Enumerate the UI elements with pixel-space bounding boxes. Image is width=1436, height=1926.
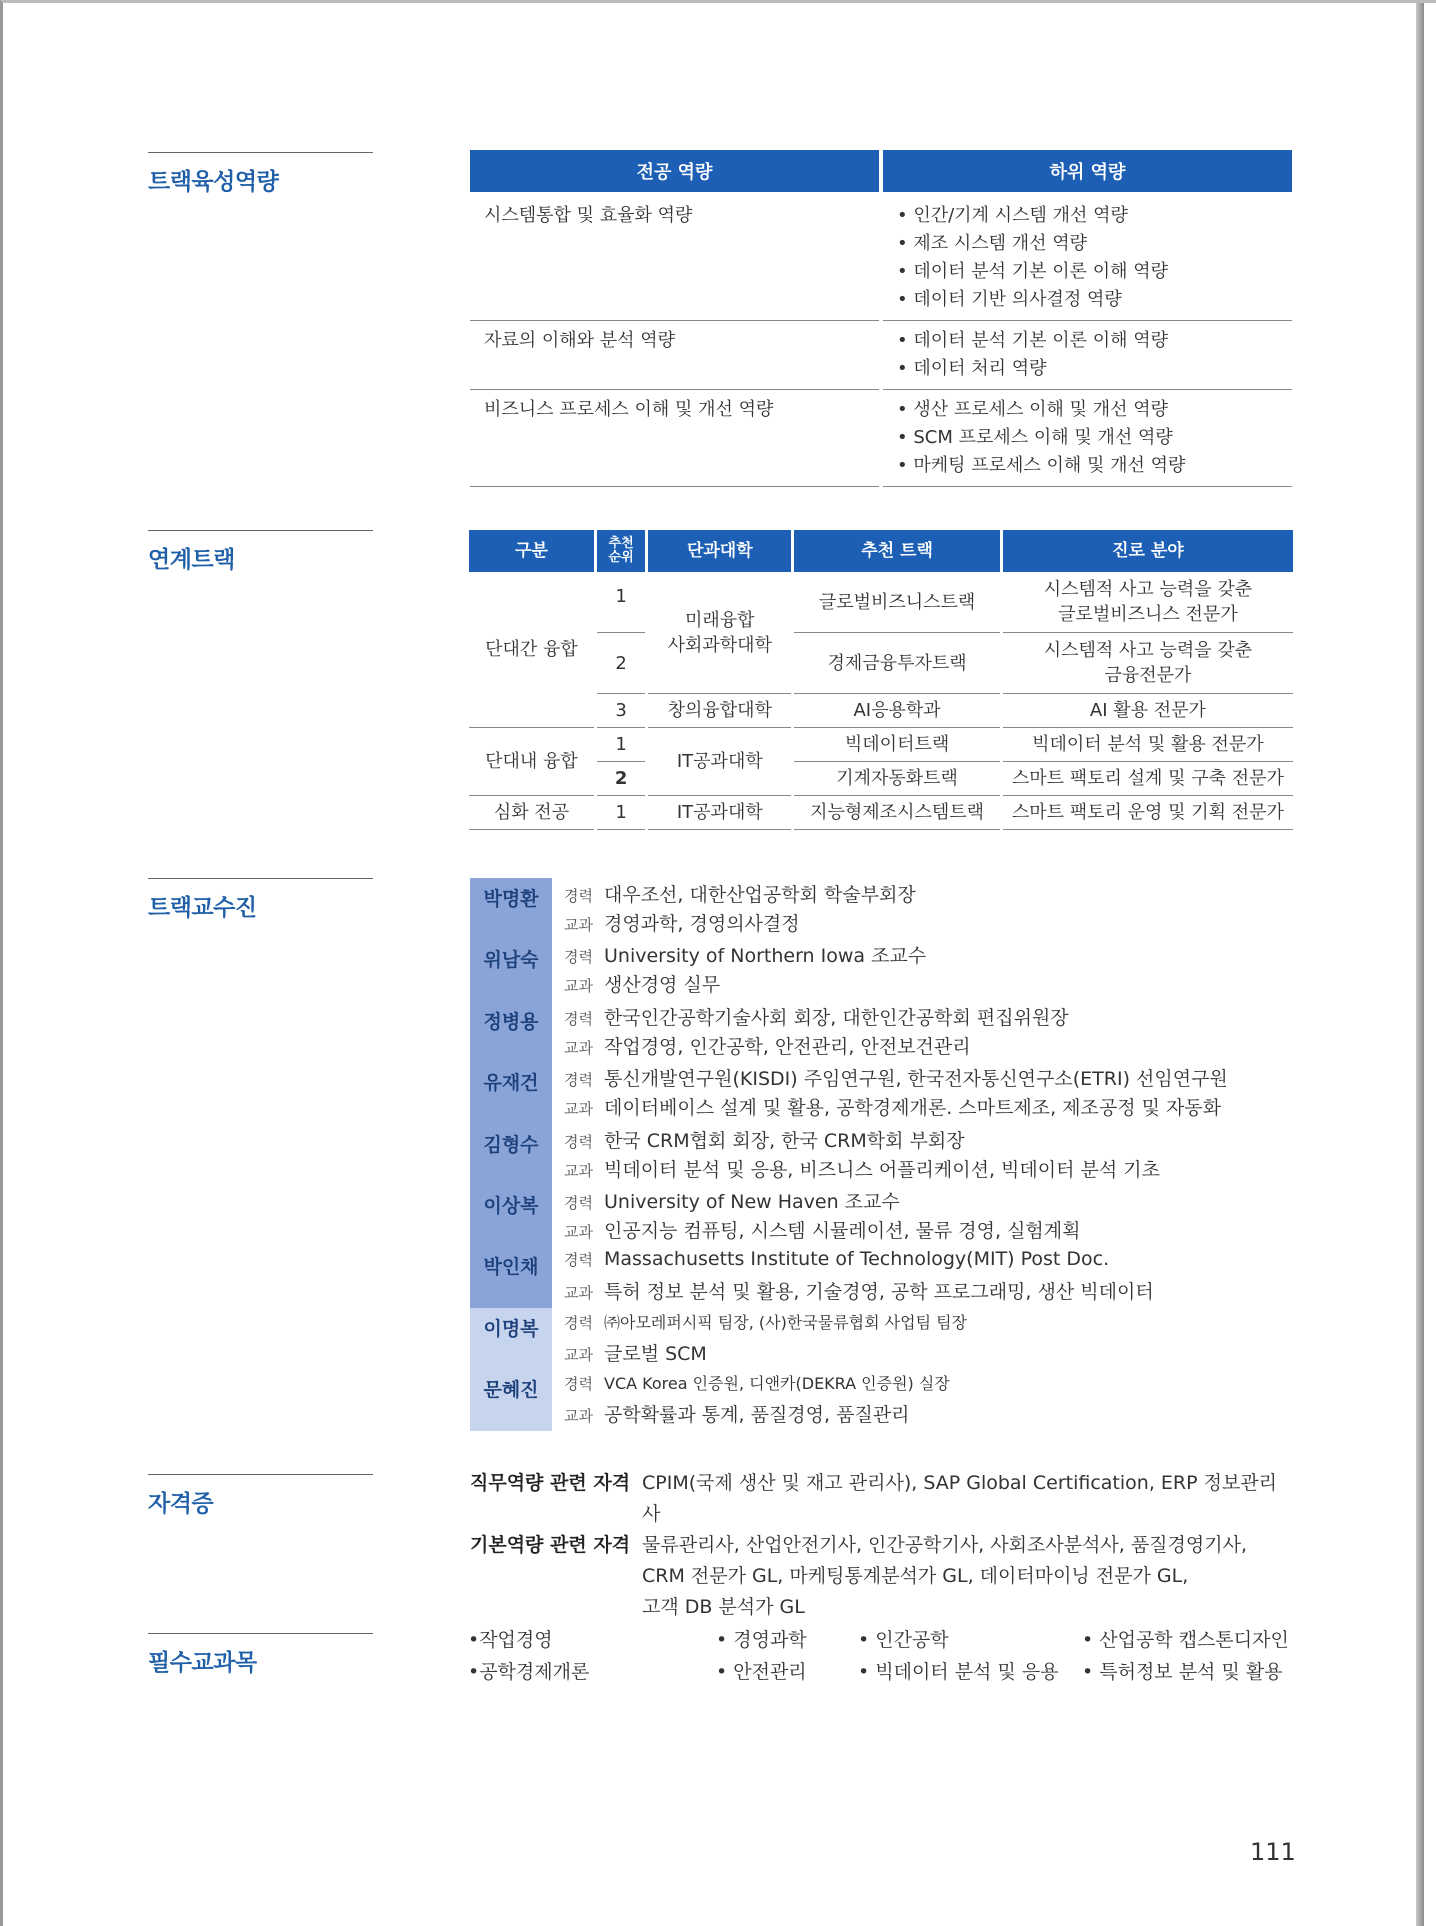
list-item: • 데이터 처리 역량 (897, 355, 1278, 383)
list-item: •작업경영 (468, 1629, 553, 1651)
table-row (470, 321, 1292, 390)
header-rank: 추천 순위 (597, 530, 645, 572)
career-tag: 경력 (564, 1009, 593, 1028)
college-cell: 창의융합대학 (648, 694, 791, 728)
track-cell: 지능형제조시스템트랙 (794, 796, 1000, 830)
faculty-career: 대우조선, 대한산업공학회 학술부회장 (604, 884, 916, 906)
section-title-certificates: 자격증 (148, 1474, 373, 1518)
list-item: • 데이터 분석 기본 이론 이해 역량 (897, 327, 1278, 355)
list-item: •공학경제개론 (468, 1661, 590, 1683)
linked-tracks-table (466, 530, 1296, 830)
faculty-name: 유재건 (470, 1062, 552, 1123)
college-cell: IT공과대학 (648, 728, 791, 796)
required-courses (468, 1625, 1298, 1689)
sub-competency-list (897, 202, 1278, 314)
competency-table (466, 150, 1296, 487)
table-row (470, 192, 1292, 321)
faculty-courses: 생산경영 실무 (604, 974, 721, 997)
course-tag: 교과 (564, 1407, 593, 1426)
list-item: • 인간/기계 시스템 개선 역량 (897, 202, 1278, 230)
course-tag: 교과 (564, 977, 593, 996)
rank-cell: 2 (597, 762, 645, 796)
faculty-name: 김형수 (470, 1124, 552, 1185)
career-tag: 경력 (564, 887, 593, 905)
faculty-career: 한국인간공학기술사회 회장, 대한인간공학회 편집위원장 (604, 1006, 1069, 1029)
rank-cell: 1 (597, 572, 645, 633)
faculty-courses: 특허 정보 분석 및 활용, 기술경영, 공학 프로그래밍, 생산 빅데이터 (604, 1281, 1154, 1304)
faculty-item (470, 1001, 1290, 1062)
career-tag: 경력 (564, 1132, 593, 1151)
faculty-list (470, 878, 1290, 1431)
course-tag: 교과 (564, 916, 593, 934)
rank-cell: 1 (597, 728, 645, 762)
faculty-name: 위남숙 (470, 939, 552, 1000)
faculty-career: ㈜아모레퍼시픽 팀장, (사)한국물류협회 사업팀 팀장 (604, 1312, 968, 1332)
certificates-block (470, 1468, 1300, 1623)
track-cell: 기계자동화트랙 (794, 762, 1000, 796)
faculty-career: 통신개발연구원(KISDI) 주임연구원, 한국전자통신연구소(ETRI) 선임연구원 (604, 1068, 1228, 1091)
faculty-career: University of Northern Iowa 조교수 (604, 945, 927, 968)
course-tag: 교과 (564, 1161, 593, 1180)
faculty-name: 박인채 (470, 1246, 552, 1307)
course-tag: 교과 (564, 1222, 593, 1241)
list-item: • 인간공학 (858, 1629, 949, 1651)
career-cell: 시스템적 사고 능력을 갖춘 금융전문가 (1003, 633, 1293, 694)
faculty-courses: 빅데이터 분석 및 응용, 비즈니스 어플리케이션, 빅데이터 분석 기초 (604, 1158, 1160, 1181)
faculty-item (470, 1124, 1290, 1185)
group-deep-major: 심화 전공 (469, 796, 594, 830)
list-item: • 마케팅 프로세스 이해 및 개선 역량 (897, 452, 1278, 480)
faculty-career: Massachusetts Institute of Technology(MIT) Post Doc. (604, 1248, 1110, 1271)
career-cell: AI 활용 전문가 (1003, 694, 1293, 728)
list-item: • 생산 프로세스 이해 및 개선 역량 (897, 396, 1278, 424)
list-item: • 특허정보 분석 및 활용 (1082, 1661, 1283, 1683)
table-row (470, 390, 1292, 487)
list-item: • 제조 시스템 개선 역량 (897, 230, 1278, 258)
faculty-item (470, 939, 1290, 1000)
major-competency: 시스템통합 및 효율화 역량 (470, 192, 879, 321)
faculty-courses: 인공지능 컴퓨팅, 시스템 시뮬레이션, 물류 경영, 실험계획 (604, 1219, 1081, 1242)
career-cell: 빅데이터 분석 및 활용 전문가 (1003, 728, 1293, 762)
course-tag: 교과 (564, 1345, 593, 1364)
rank-cell: 2 (597, 633, 645, 694)
list-item: • 데이터 기반 의사결정 역량 (897, 286, 1278, 314)
job-cert-label: 직무역량 관련 자격 (470, 1472, 631, 1494)
faculty-name: 정병용 (470, 1001, 552, 1062)
faculty-name: 문혜진 (470, 1369, 552, 1430)
course-tag: 교과 (564, 1038, 593, 1057)
career-tag: 경력 (564, 1071, 593, 1090)
faculty-career: VCA Korea 인증원, 디앤카(DEKRA 인증원) 실장 (604, 1374, 950, 1394)
faculty-item (470, 1246, 1290, 1307)
rank-cell: 1 (597, 796, 645, 830)
header-major-competency: 전공 역량 (470, 150, 879, 192)
faculty-item (470, 1185, 1290, 1246)
career-tag: 경력 (564, 1193, 593, 1212)
major-competency: 비즈니스 프로세스 이해 및 개선 역량 (470, 390, 879, 487)
career-cell: 시스템적 사고 능력을 갖춘 글로벌비즈니스 전문가 (1003, 572, 1293, 633)
faculty-name: 이명복 (470, 1308, 552, 1369)
faculty-career: University of New Haven 조교수 (604, 1190, 900, 1213)
faculty-name: 이상복 (470, 1185, 552, 1246)
career-cell: 스마트 팩토리 설계 및 구축 전문가 (1003, 762, 1293, 796)
page-number: 111 (1250, 1838, 1296, 1866)
track-cell: 빅데이터트랙 (794, 728, 1000, 762)
list-item: • 산업공학 캡스톤디자인 (1082, 1629, 1289, 1651)
table-row (469, 728, 1293, 762)
track-cell: AI응용학과 (794, 694, 1000, 728)
group-intra-college: 단대내 융합 (469, 728, 594, 796)
header-college: 단과대학 (648, 530, 791, 572)
faculty-courses: 공학확률과 통계, 품질경영, 품질관리 (604, 1404, 910, 1427)
faculty-item (470, 878, 1290, 939)
career-cell: 스마트 팩토리 운영 및 기획 전문가 (1003, 796, 1293, 830)
career-tag: 경력 (564, 948, 593, 967)
faculty-courses: 데이터베이스 설계 및 활용, 공학경제개론. 스마트제조, 제조공정 및 자동화 (604, 1097, 1222, 1120)
faculty-item (470, 1062, 1290, 1123)
course-tag: 교과 (564, 1100, 593, 1119)
major-competency: 자료의 이해와 분석 역량 (470, 321, 879, 390)
faculty-courses: 글로벌 SCM (604, 1342, 707, 1365)
basic-cert-line: CRM 전문가 GL, 마케팅통계분석가 GL, 데이터마이닝 전문가 GL, (642, 1565, 1189, 1587)
faculty-item (470, 1308, 1290, 1369)
sub-competency-list (897, 396, 1278, 480)
list-item: • 빅데이터 분석 및 응용 (858, 1661, 1059, 1683)
college-cell: IT공과대학 (648, 796, 791, 830)
faculty-courses: 작업경영, 인간공학, 안전관리, 안전보건관리 (604, 1035, 971, 1058)
header-sub-competency: 하위 역량 (883, 150, 1292, 192)
job-cert-text: CPIM(국제 생산 및 재고 관리사), SAP Global Certification, ERP 정보관리사 (642, 1472, 1278, 1525)
faculty-item (470, 1369, 1290, 1430)
list-item: • SCM 프로세스 이해 및 개선 역량 (897, 424, 1278, 452)
table-row (469, 572, 1293, 633)
header-category: 구분 (469, 530, 594, 572)
track-cell: 글로벌비즈니스트랙 (794, 572, 1000, 633)
college-cell: 미래융합 사회과학대학 (648, 572, 791, 694)
list-item: • 안전관리 (716, 1661, 807, 1683)
career-tag: 경력 (564, 1375, 593, 1394)
faculty-career: 한국 CRM협회 회장, 한국 CRM학회 부회장 (604, 1129, 965, 1152)
section-title-competency: 트랙육성역량 (148, 152, 373, 196)
basic-cert-line: 물류관리사, 산업안전기사, 인간공학기사, 사회조사분석사, 품질경영기사, (642, 1534, 1247, 1556)
group-inter-college: 단대간 융합 (469, 572, 594, 728)
basic-cert-line: 고객 DB 분석가 GL (642, 1596, 805, 1618)
career-tag: 경력 (564, 1251, 593, 1270)
basic-cert-label: 기본역량 관련 자격 (470, 1534, 631, 1556)
faculty-name: 박명환 (470, 878, 552, 939)
course-tag: 교과 (564, 1284, 593, 1303)
section-title-required-courses: 필수교과목 (148, 1633, 373, 1677)
track-cell: 경제금융투자트랙 (794, 633, 1000, 694)
list-item: • 경영과학 (716, 1629, 807, 1651)
header-career: 진로 분야 (1003, 530, 1293, 572)
career-tag: 경력 (564, 1313, 593, 1332)
list-item: • 데이터 분석 기본 이론 이해 역량 (897, 258, 1278, 286)
sub-competency-list (897, 327, 1278, 383)
section-title-linked-tracks: 연계트랙 (148, 530, 373, 574)
rank-cell: 3 (597, 694, 645, 728)
faculty-courses: 경영과학, 경영의사결정 (604, 913, 800, 935)
table-row (469, 796, 1293, 830)
header-track: 추천 트랙 (794, 530, 1000, 572)
section-title-faculty: 트랙교수진 (148, 878, 373, 922)
